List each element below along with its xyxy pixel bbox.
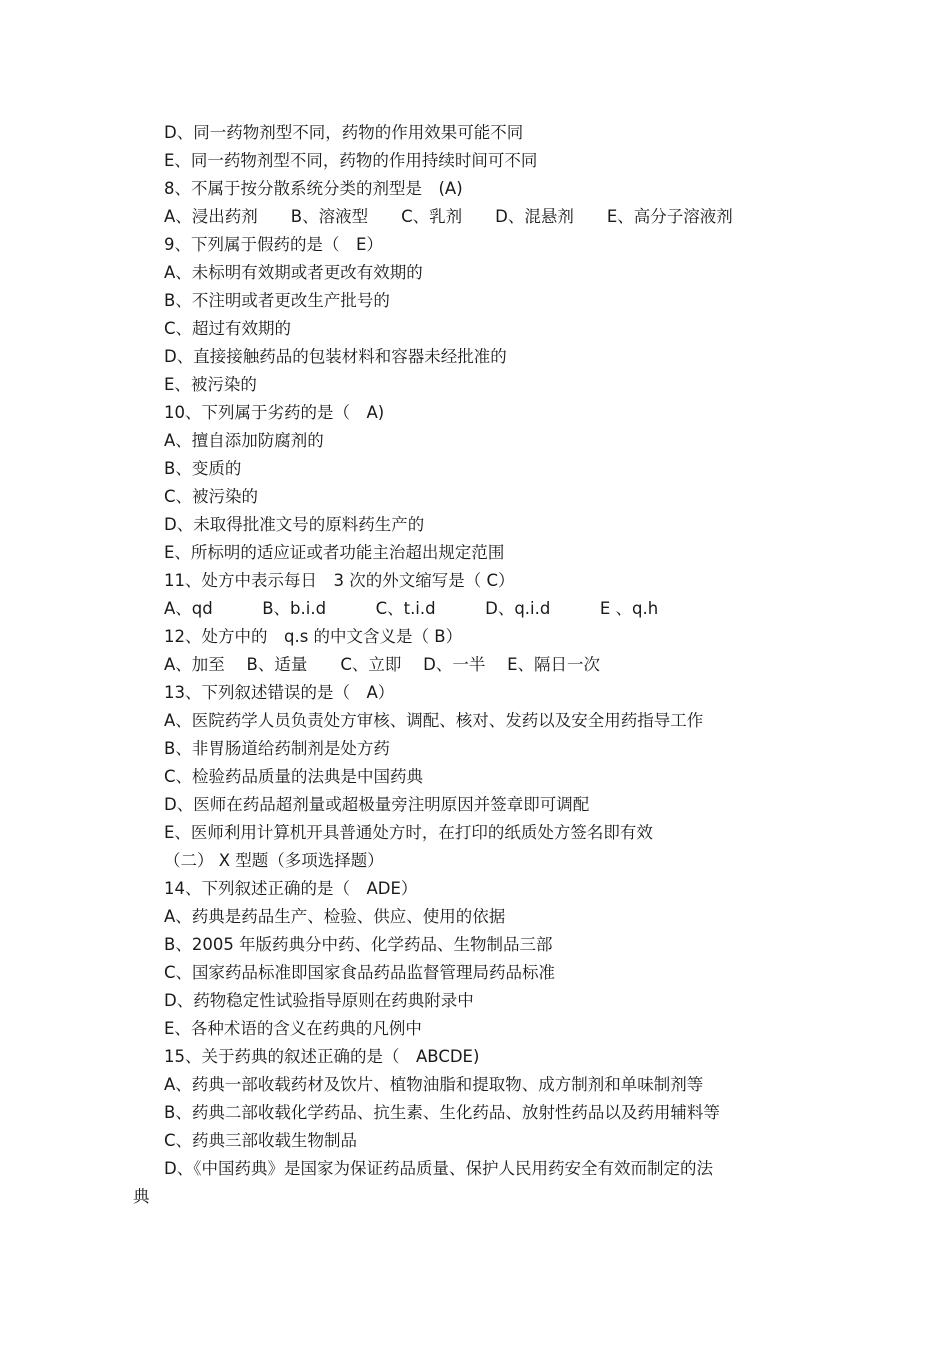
- option-line: D、医师在药品超剂量或超极量旁注明原因并签章即可调配: [164, 795, 590, 814]
- option-line: B、药典二部收载化学药品、抗生素、生化药品、放射性药品以及药用辅料等: [164, 1103, 720, 1122]
- option-line: C、国家药品标准即国家食品药品监督管理局药品标准: [164, 963, 556, 982]
- option-line: B、非胃肠道给药制剂是处方药: [164, 739, 390, 758]
- question-line: 14、下列叙述正确的是（ ADE）: [164, 879, 418, 898]
- option-line-continuation: 典: [133, 1187, 150, 1206]
- question-line: 9、下列属于假药的是（ E）: [164, 235, 383, 254]
- text-line: D、同一药物剂型不同，药物的作用效果可能不同: [164, 123, 524, 142]
- option-line: C、超过有效期的: [164, 319, 292, 338]
- option-line: B、不注明或者更改生产批号的: [164, 291, 390, 310]
- text-line: E、同一药物剂型不同，药物的作用持续时间可不同: [164, 151, 538, 170]
- option-line: D、《中国药典》是国家为保证药品质量、保护人民用药安全有效而制定的法: [164, 1159, 713, 1178]
- question-line: 8、不属于按分散系统分类的剂型是 (A): [164, 179, 463, 198]
- option-line: A、未标明有效期或者更改有效期的: [164, 263, 423, 282]
- option-line: E、所标明的适应证或者功能主治超出规定范围: [164, 543, 505, 562]
- option-line: D、药物稳定性试验指导原则在药典附录中: [164, 991, 474, 1010]
- option-line: A、擅自添加防腐剂的: [164, 431, 324, 450]
- document-body: [133, 119, 783, 1211]
- option-line: B、2005 年版药典分中药、化学药品、生物制品三部: [164, 935, 553, 954]
- section-heading: （二） X 型题（多项选择题）: [164, 851, 384, 870]
- options-line: A、qd B、b.i.d C、t.i.d D、q.i.d E 、q.h: [164, 599, 659, 618]
- question-line: 12、处方中的 q.s 的中文含义是（ B）: [164, 627, 463, 646]
- option-line: D、直接接触药品的包装材料和容器未经批准的: [164, 347, 507, 366]
- options-line: A、浸出药剂 B、溶液型 C、乳剂 D、混悬剂 E、高分子溶液剂: [164, 207, 733, 226]
- option-line: B、变质的: [164, 459, 242, 478]
- option-line: A、药典是药品生产、检验、供应、使用的依据: [164, 907, 506, 926]
- option-line: D、未取得批准文号的原料药生产的: [164, 515, 425, 534]
- question-line: 11、处方中表示每日 3 次的外文缩写是（ C）: [164, 571, 515, 590]
- options-line: A、加至 B、适量 C、立即 D、一半 E、隔日一次: [164, 655, 600, 674]
- option-line: C、药典三部收载生物制品: [164, 1131, 358, 1150]
- option-line: E、医师利用计算机开具普通处方时，在打印的纸质处方签名即有效: [164, 823, 653, 842]
- option-line: C、检验药品质量的法典是中国药典: [164, 767, 424, 786]
- option-line: A、医院药学人员负责处方审核、调配、核对、发药以及安全用药指导工作: [164, 711, 704, 730]
- option-line: E、被污染的: [164, 375, 257, 394]
- option-line: C、被污染的: [164, 487, 259, 506]
- option-line: E、各种术语的含义在药典的凡例中: [164, 1019, 422, 1038]
- question-line: 15、关于药典的叙述正确的是（ ABCDE): [164, 1047, 480, 1066]
- question-line: 10、下列属于劣药的是（ A): [164, 403, 385, 422]
- question-line: 13、下列叙述错误的是（ A）: [164, 683, 395, 702]
- option-line: A、药典一部收载药材及饮片、植物油脂和提取物、成方制剂和单味制剂等: [164, 1075, 704, 1094]
